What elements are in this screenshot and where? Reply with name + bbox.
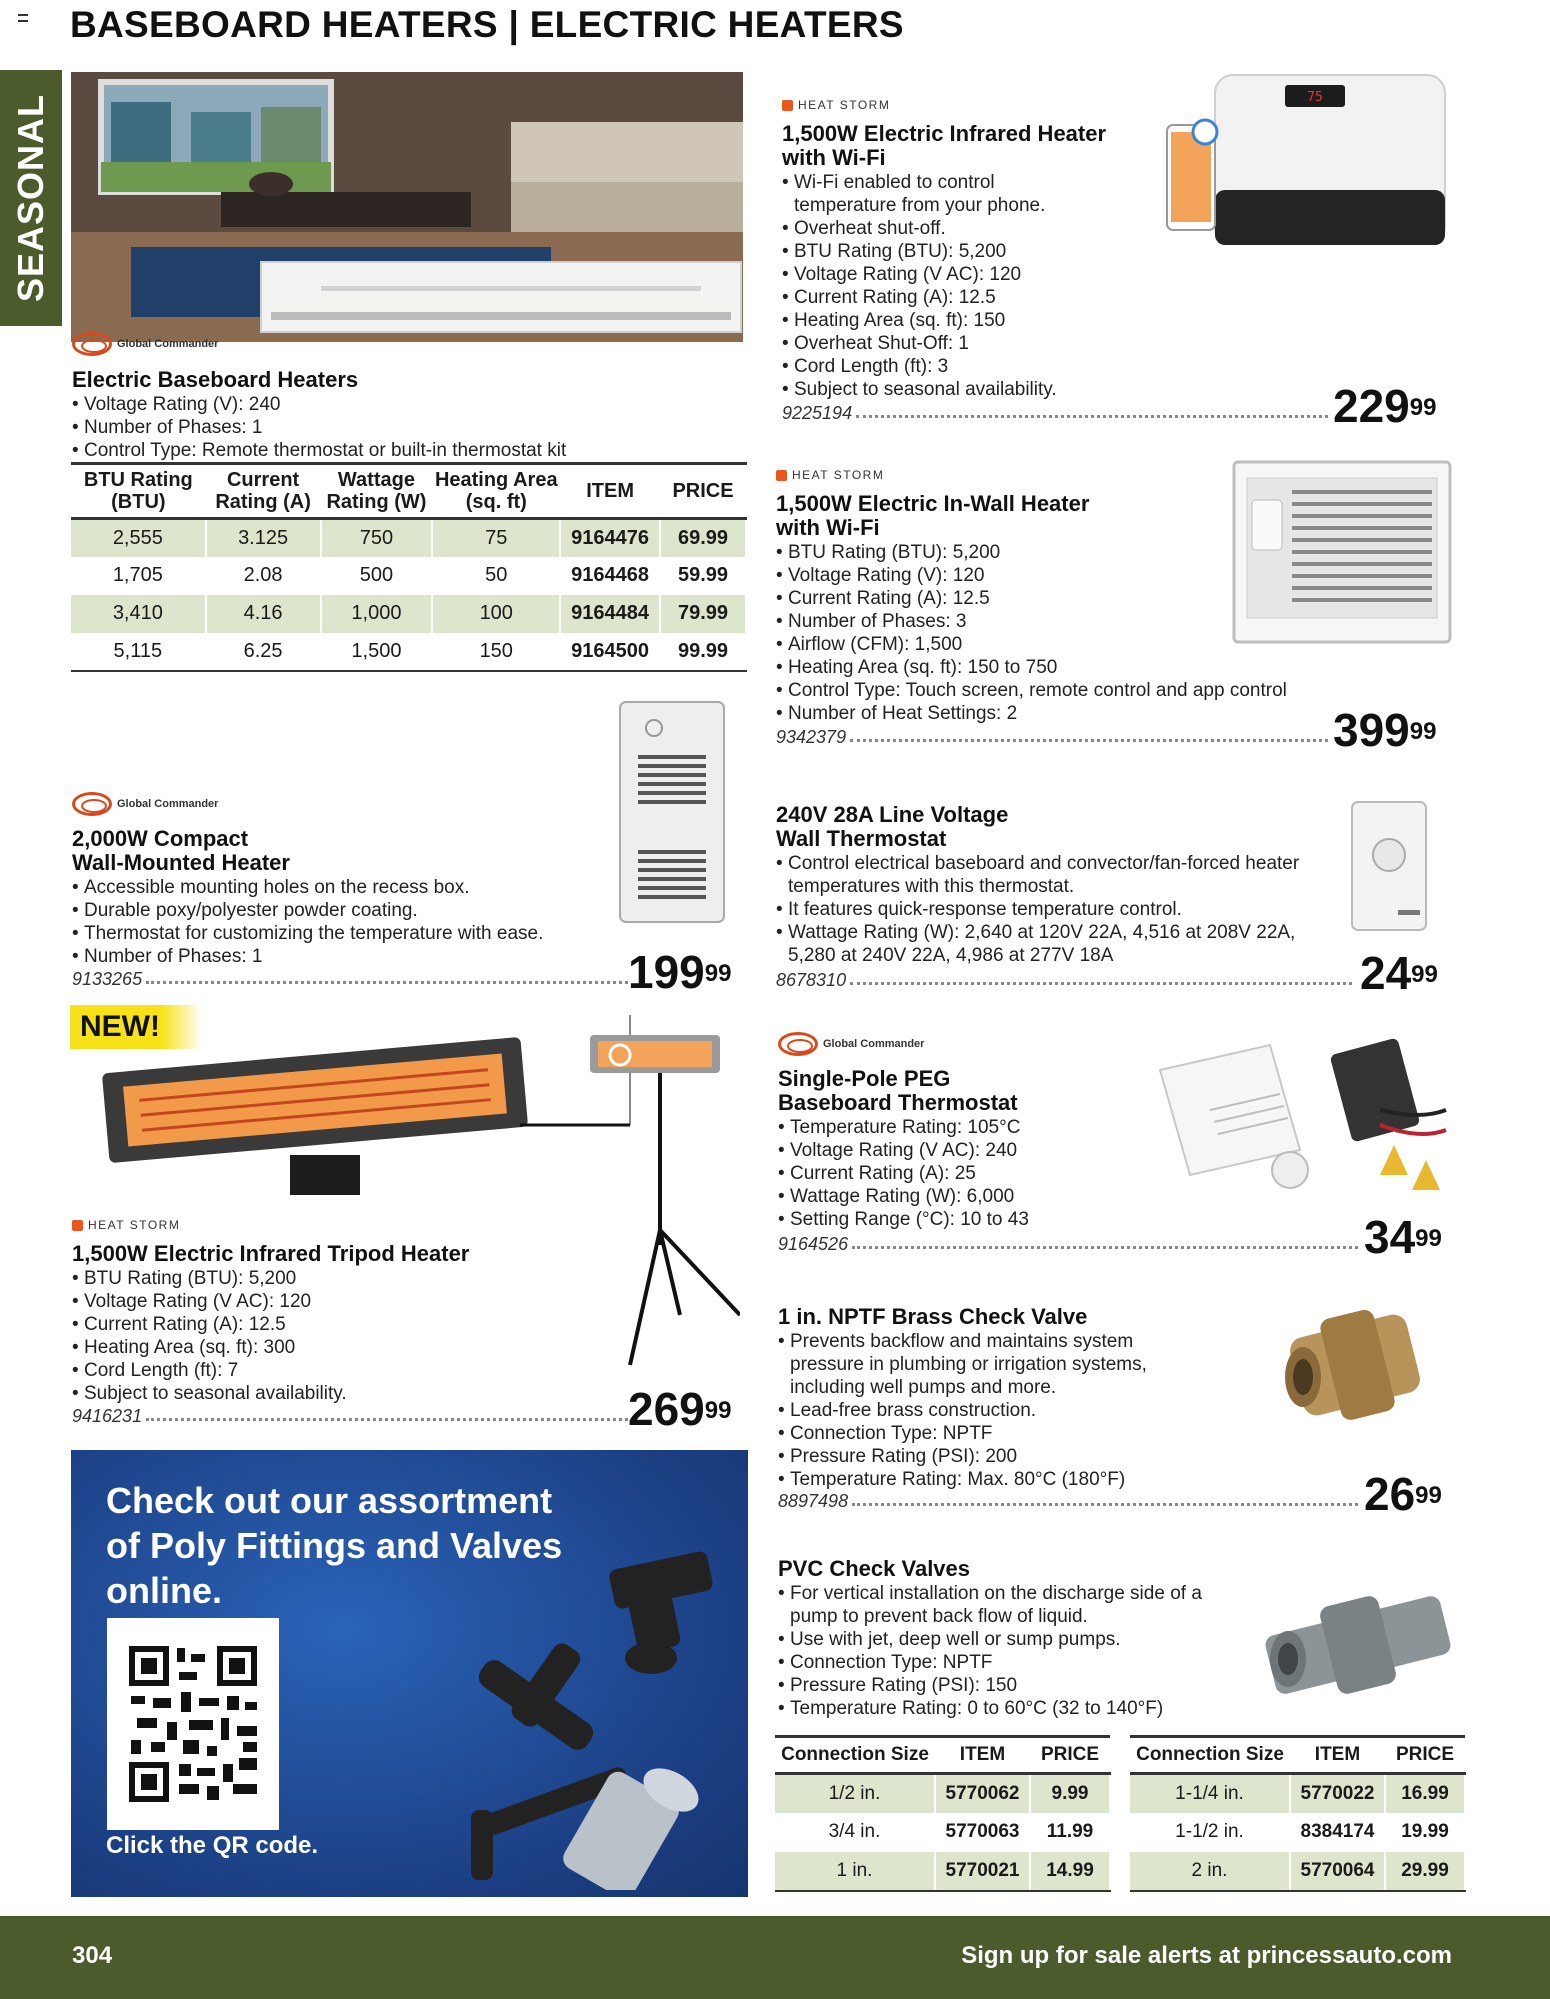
spec-item: • Voltage Rating (V AC): 120	[72, 1290, 592, 1313]
heat-storm-logo-icon	[776, 470, 787, 481]
peg-specs	[778, 1116, 1108, 1231]
qr-code[interactable]	[107, 1618, 279, 1830]
promo-line: online.	[106, 1570, 222, 1611]
table-cell: 1-1/2 in.	[1130, 1813, 1290, 1852]
inwall-price	[1333, 704, 1437, 756]
pvc-table-right-wrap	[1130, 1735, 1466, 1892]
table-cell: 69.99	[660, 519, 746, 557]
table-row	[775, 1813, 1110, 1852]
table-cell: 59.99	[660, 557, 746, 595]
compact-heater-image	[618, 700, 726, 925]
title-line: Wall Thermostat	[776, 826, 947, 851]
sku: 9416231	[72, 1406, 143, 1426]
table-cell: 150	[432, 633, 560, 671]
title-line: Single-Pole PEG	[778, 1066, 951, 1091]
infrared-wifi-price	[1333, 380, 1437, 432]
col-header: ITEM	[560, 465, 660, 519]
tripod-heater-price	[628, 1383, 732, 1435]
spec-item: • Number of Phases: 1	[72, 945, 632, 968]
spec-item: • BTU Rating (BTU): 5,200	[782, 240, 1102, 263]
col-header: PRICE	[660, 465, 746, 519]
table-cell: 1,705	[71, 557, 206, 595]
peg-price	[1364, 1211, 1442, 1263]
dot-leader	[852, 1503, 1358, 1506]
table-cell: 1-1/4 in.	[1130, 1774, 1290, 1813]
inwall-heater-image	[1232, 460, 1452, 645]
spec-item: • Lead-free brass construction.	[778, 1399, 1208, 1422]
spec-item: • Current Rating (A): 12.5	[776, 587, 1396, 610]
sale-alerts-link[interactable]: Sign up for sale alerts at princessauto.com	[961, 1942, 1452, 1969]
spec-item: • Airflow (CFM): 1,500	[776, 633, 1396, 656]
table-cell: 11.99	[1030, 1813, 1110, 1852]
dot-leader	[856, 415, 1328, 418]
heat-storm-logo-icon	[782, 100, 793, 111]
price-dollars: 229	[1333, 380, 1410, 432]
global-commander-logo	[778, 1032, 924, 1056]
col-header: PRICE	[1385, 1737, 1465, 1774]
spec-item: • BTU Rating (BTU): 5,200	[776, 541, 1396, 564]
table-cell: 500	[321, 557, 433, 595]
spec-item: • Wi-Fi enabled to control temperature from your phone.	[782, 171, 1102, 217]
price-cents: 99	[1409, 394, 1437, 421]
table-cell: 9164476	[560, 519, 660, 557]
table-row	[71, 519, 746, 557]
spec-item: • Control Type: Touch screen, remote control and app control	[776, 679, 1396, 702]
spec-item: • It features quick-response temperature control.	[776, 898, 1328, 921]
table-cell: 750	[321, 519, 433, 557]
pvc-table-right	[1130, 1735, 1466, 1892]
table-row	[775, 1774, 1110, 1813]
tripod-heater-sku-row	[72, 1406, 632, 1427]
title-line: 2,000W Compact	[72, 826, 249, 851]
table-cell: 1 in.	[775, 1852, 935, 1891]
spec-item: • BTU Rating (BTU): 5,200	[72, 1267, 592, 1290]
spec-item: • Voltage Rating (V): 240	[72, 393, 752, 416]
spec-item: • Control Type: Remote thermostat or built-in thermostat kit	[72, 439, 752, 462]
global-commander-logo	[72, 792, 218, 816]
table-row	[71, 633, 746, 671]
spec-item: • Pressure Rating (PSI): 150	[778, 1674, 1248, 1697]
table-cell: 3.125	[206, 519, 321, 557]
tripod-heater-title: 1,500W Electric Infrared Tripod Heater	[72, 1241, 470, 1266]
pvc-valves-title: PVC Check Valves	[778, 1556, 971, 1581]
table-cell: 100	[432, 595, 560, 633]
baseboard-table	[71, 465, 747, 672]
table-cell: 16.99	[1385, 1774, 1465, 1813]
price-cents: 99	[1415, 1225, 1442, 1252]
spec-item: • Pressure Rating (PSI): 200	[778, 1445, 1208, 1468]
compact-heater-price	[628, 946, 732, 998]
spec-item: • Prevents backflow and maintains system pressure in plumbing or irrigation systems, including well pumps and more.	[778, 1330, 1208, 1399]
inwall-title	[776, 492, 1089, 540]
table-cell: 5770063	[935, 1813, 1030, 1852]
side-tab-label: SEASONAL	[10, 93, 51, 303]
brass-valve-specs	[778, 1330, 1208, 1491]
peg-title	[778, 1067, 1018, 1115]
price-cents: 99	[1415, 1482, 1442, 1509]
spec-item: • Connection Type: NPTF	[778, 1422, 1208, 1445]
promo-banner[interactable]	[71, 1450, 748, 1897]
pvc-table-left	[775, 1735, 1111, 1892]
col-header: Wattage Rating (W)	[321, 465, 433, 519]
infrared-wifi-image	[1165, 70, 1455, 245]
dot-leader	[146, 1418, 628, 1421]
pvc-table-left-wrap	[775, 1735, 1111, 1892]
table-row	[71, 595, 746, 633]
brass-valve-image	[1275, 1305, 1440, 1425]
spec-item: • Overheat Shut-Off: 1	[782, 332, 1102, 355]
price-dollars: 399	[1333, 704, 1410, 756]
pvc-valves-specs	[778, 1582, 1248, 1720]
brand-name: Global Commander	[117, 798, 219, 810]
tripod-heater-specs	[72, 1267, 592, 1405]
peg-thermostat-image	[1150, 1030, 1450, 1210]
table-row	[775, 1852, 1110, 1891]
heat-storm-logo	[776, 468, 884, 482]
spec-item: • Use with jet, deep well or sump pumps.	[778, 1628, 1248, 1651]
spec-item: • Number of Phases: 1	[72, 416, 752, 439]
table-cell: 9164468	[560, 557, 660, 595]
thermostat-price	[1360, 947, 1438, 999]
infrared-wifi-sku-row	[782, 403, 1332, 424]
spec-item: • Cord Length (ft): 7	[72, 1359, 592, 1382]
price-cents: 99	[704, 1397, 732, 1424]
title-line: Wall-Mounted Heater	[72, 850, 290, 875]
table-row	[1130, 1852, 1465, 1891]
price-cents: 99	[1409, 718, 1437, 745]
table-cell: 6.25	[206, 633, 321, 671]
table-cell: 3/4 in.	[775, 1813, 935, 1852]
heat-storm-logo	[782, 98, 890, 112]
table-cell: 1,500	[321, 633, 433, 671]
table-cell: 9.99	[1030, 1774, 1110, 1813]
spec-item: • Current Rating (A): 12.5	[782, 286, 1102, 309]
col-header: Heating Area (sq. ft)	[432, 465, 560, 519]
global-commander-logo-icon	[72, 792, 112, 816]
poly-fittings-image	[441, 1540, 741, 1890]
table-cell: 75	[432, 519, 560, 557]
spec-item: • Cord Length (ft): 3	[782, 355, 1102, 378]
dot-leader	[146, 981, 628, 984]
title-line: 1,500W Electric In-Wall Heater	[776, 491, 1090, 516]
table-cell: 2.08	[206, 557, 321, 595]
table-cell: 5770022	[1290, 1774, 1385, 1813]
spec-item: • Temperature Rating: 0 to 60°C (32 to 140°F)	[778, 1697, 1248, 1720]
table-cell: 29.99	[1385, 1852, 1465, 1891]
table-cell: 5770064	[1290, 1852, 1385, 1891]
brass-valve-sku-row	[778, 1491, 1362, 1512]
promo-line: of Poly Fittings and Valves	[106, 1525, 563, 1566]
promo-cta[interactable]: Click the QR code.	[106, 1832, 319, 1859]
price-cents: 99	[1411, 961, 1438, 988]
compact-heater-title	[72, 827, 290, 875]
price-dollars: 24	[1360, 947, 1412, 999]
title-line: with Wi-Fi	[776, 515, 880, 540]
title-line: Baseboard Thermostat	[778, 1090, 1018, 1115]
brand-name: Global Commander	[117, 338, 219, 350]
footer-bar	[0, 1916, 1550, 1999]
title-line: with Wi-Fi	[782, 145, 886, 170]
table-cell: 5,115	[71, 633, 206, 671]
spec-item: • Voltage Rating (V AC): 120	[782, 263, 1102, 286]
peg-sku-row	[778, 1234, 1362, 1255]
baseboard-room-photo	[71, 72, 743, 342]
price-cents: 99	[704, 960, 732, 987]
spec-item: • Number of Phases: 3	[776, 610, 1396, 633]
table-cell: 1,000	[321, 595, 433, 633]
col-header: PRICE	[1030, 1737, 1110, 1774]
table-cell: 1/2 in.	[775, 1774, 935, 1813]
table-cell: 99.99	[660, 633, 746, 671]
col-header: ITEM	[935, 1737, 1030, 1774]
spec-item: • Current Rating (A): 12.5	[72, 1313, 592, 1336]
brand-name: HEAT STORM	[798, 98, 891, 112]
spec-item: • Heating Area (sq. ft): 150 to 750	[776, 656, 1396, 679]
table-row	[71, 557, 746, 595]
spec-item: • Current Rating (A): 25	[778, 1162, 1108, 1185]
table-cell: 3,410	[71, 595, 206, 633]
col-header: ITEM	[1290, 1737, 1385, 1774]
title-line: 1,500W Electric Infrared Heater	[782, 121, 1107, 146]
table-row	[1130, 1813, 1465, 1852]
compact-heater-specs	[72, 876, 632, 968]
thermostat-title	[776, 803, 1008, 851]
col-header: Connection Size	[775, 1737, 935, 1774]
spec-item: • Temperature Rating: Max. 80°C (180°F)	[778, 1468, 1208, 1491]
title-line: 240V 28A Line Voltage	[776, 802, 1009, 827]
spec-item: • Connection Type: NPTF	[778, 1651, 1248, 1674]
spec-item: • Overheat shut-off.	[782, 217, 1102, 240]
dot-leader	[852, 1246, 1358, 1249]
global-commander-logo	[72, 332, 218, 356]
spec-item: • Durable poxy/polyester powder coating.	[72, 899, 632, 922]
side-tab	[0, 70, 62, 326]
spec-item: • Subject to seasonal availability.	[72, 1382, 592, 1405]
table-cell: 19.99	[1385, 1813, 1465, 1852]
table-row	[1130, 1774, 1465, 1813]
sku: 9225194	[782, 403, 853, 423]
table-cell: 9164484	[560, 595, 660, 633]
sku: 8678310	[776, 970, 847, 990]
spec-item: • Setting Range (°C): 10 to 43	[778, 1208, 1108, 1231]
spec-item: • Heating Area (sq. ft): 300	[72, 1336, 592, 1359]
sku: 9342379	[776, 727, 847, 747]
price-dollars: 34	[1364, 1211, 1416, 1263]
sku: 9164526	[778, 1234, 849, 1254]
brand-name: HEAT STORM	[792, 468, 885, 482]
spec-item: • Thermostat for customizing the temperature with ease.	[72, 922, 632, 945]
thermostat-sku-row	[776, 970, 1356, 991]
col-header: BTU Rating (BTU)	[71, 465, 206, 519]
inwall-sku-row	[776, 727, 1332, 748]
brass-valve-price	[1364, 1468, 1442, 1520]
spec-item: • Temperature Rating: 105°C	[778, 1116, 1108, 1139]
menu-mark-icon	[18, 14, 28, 22]
infrared-wifi-title	[782, 122, 1106, 170]
thermostat-specs	[776, 852, 1328, 967]
baseboard-table-wrap	[71, 462, 747, 672]
compact-heater-sku-row	[72, 969, 632, 990]
spec-item: • Subject to seasonal availability.	[782, 378, 1102, 401]
brass-valve-title: 1 in. NPTF Brass Check Valve	[778, 1304, 1088, 1329]
global-commander-logo-icon	[778, 1032, 818, 1056]
table-cell: 5770021	[935, 1852, 1030, 1891]
table-cell: 50	[432, 557, 560, 595]
baseboard-title: Electric Baseboard Heaters	[72, 367, 359, 392]
price-dollars: 199	[628, 946, 705, 998]
table-cell: 2,555	[71, 519, 206, 557]
sku: 8897498	[778, 1491, 849, 1511]
spec-item: • Control electrical baseboard and convector/fan-forced heater temperatures with this thermostat.	[776, 852, 1328, 898]
table-cell: 79.99	[660, 595, 746, 633]
table-cell: 5770062	[935, 1774, 1030, 1813]
sku: 9133265	[72, 969, 143, 989]
brand-name: HEAT STORM	[88, 1218, 181, 1232]
spec-item: • Number of Heat Settings: 2	[776, 702, 1396, 725]
spec-item: • Voltage Rating (V): 120	[776, 564, 1396, 587]
dot-leader	[850, 982, 1352, 985]
global-commander-logo-icon	[72, 332, 112, 356]
spec-item: • Voltage Rating (V AC): 240	[778, 1139, 1108, 1162]
spec-item: • For vertical installation on the discharge side of a pump to prevent back flow of liquid.	[778, 1582, 1248, 1628]
page-title: BASEBOARD HEATERS | ELECTRIC HEATERS	[70, 4, 904, 45]
table-cell: 8384174	[1290, 1813, 1385, 1852]
heat-storm-logo-icon	[72, 1220, 83, 1231]
pvc-valve-image	[1258, 1585, 1453, 1695]
page-number: 304	[72, 1942, 113, 1969]
new-badge: NEW!	[70, 1005, 202, 1049]
spec-item: • Wattage Rating (W): 6,000	[778, 1185, 1108, 1208]
svg-text:75: 75	[1307, 90, 1323, 105]
infrared-wifi-specs	[782, 171, 1102, 401]
table-cell: 9164500	[560, 633, 660, 671]
spec-item: • Accessible mounting holes on the recess box.	[72, 876, 632, 899]
dot-leader	[850, 739, 1328, 742]
spec-item: • Wattage Rating (W): 2,640 at 120V 22A, 4,516 at 208V 22A, 5,280 at 240V 22A, 4,986 at 277V 18A	[776, 921, 1328, 967]
table-cell: 4.16	[206, 595, 321, 633]
table-cell: 2 in.	[1130, 1852, 1290, 1891]
brand-name: Global Commander	[823, 1038, 925, 1050]
col-header: Current Rating (A)	[206, 465, 321, 519]
price-dollars: 26	[1364, 1468, 1416, 1520]
heat-storm-logo	[72, 1218, 180, 1232]
promo-line: Check out our assortment	[106, 1480, 553, 1521]
baseboard-specs	[72, 393, 752, 462]
price-dollars: 269	[628, 1383, 705, 1435]
spec-item: • Heating Area (sq. ft): 150	[782, 309, 1102, 332]
col-header: Connection Size	[1130, 1737, 1290, 1774]
thermostat-image	[1350, 800, 1432, 935]
table-cell: 14.99	[1030, 1852, 1110, 1891]
